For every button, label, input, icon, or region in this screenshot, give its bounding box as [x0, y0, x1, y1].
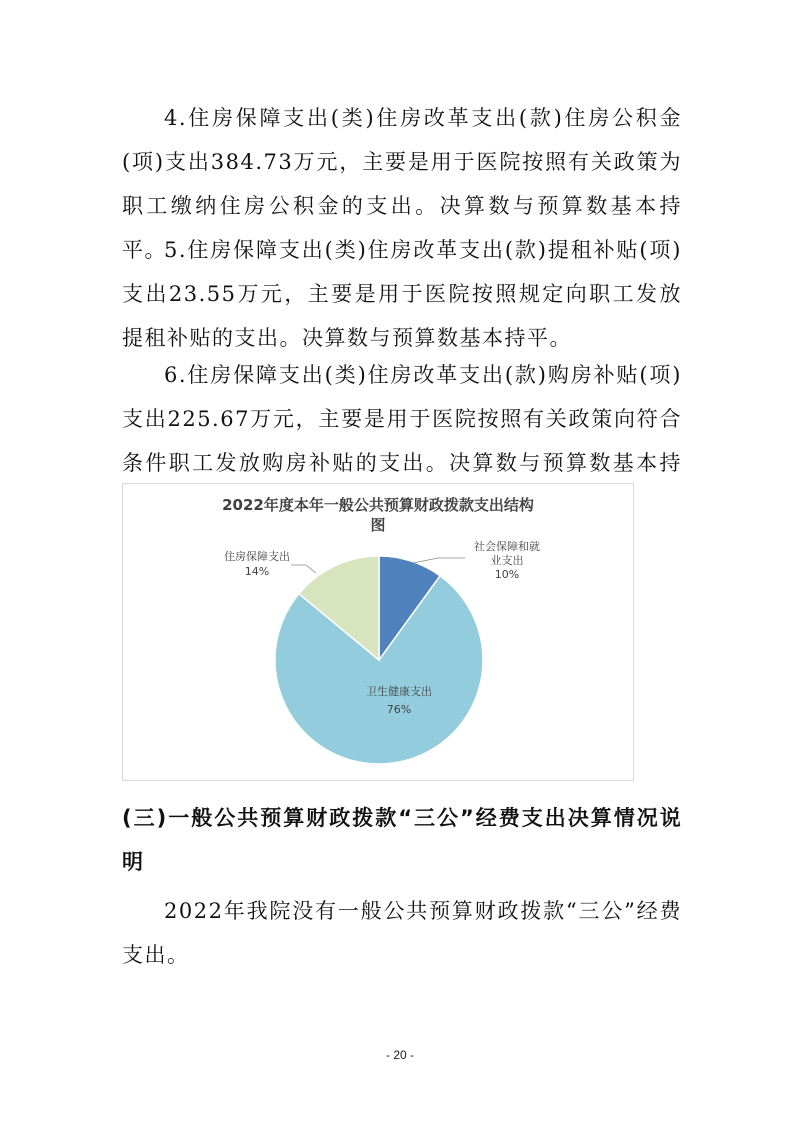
slice-pct-social-security: 10% — [494, 568, 520, 581]
paragraph-rent-subsidy — [122, 228, 682, 360]
pie-chart — [123, 484, 633, 780]
pie-slices — [275, 556, 483, 764]
slice-pct-health: 76% — [386, 703, 412, 716]
page-number: - 20 - — [385, 1048, 414, 1062]
leader-line-housing — [291, 565, 316, 573]
paragraph-text: 4.住房保障支出(类)住房改革支出(款)住房公积金(项)支出384.73万元，主要是用于医院按照有关政策为职工缴纳住房公积金的支出。决算数与预算数基本持平。 — [122, 106, 682, 262]
slice-pct-housing: 14% — [244, 565, 270, 578]
pie-chart-panel — [122, 483, 634, 781]
leader-line-social-security — [413, 558, 465, 563]
section-heading: (三)一般公共预算财政拨款“三公”经费支出决算情况说明 — [122, 806, 683, 874]
slice-label-social-security-line2: 业支出 — [490, 554, 524, 567]
paragraph-text: 6.住房保障支出(类)住房改革支出(款)购房补贴(项)支出225.67万元，主要是用于医院按照有关政策向符合条件职工发放购房补贴的支出。决算数与预算数基本持 — [122, 363, 682, 475]
section-body-text: 2022年我院没有一般公共预算财政拨款“三公”经费支出。 — [122, 899, 682, 967]
slice-label-housing: 住房保障支出 — [224, 550, 290, 563]
section-body — [122, 889, 682, 977]
paragraph-text: 5.住房保障支出(类)住房改革支出(款)提租补贴(项)支出23.55万元，主要是用于医院按照规定向职工发放提租补贴的支出。决算数与预算数基本持平。 — [122, 238, 682, 350]
chart-title-line1: 2022年度本年一般公共预算财政拨款支出结构 — [222, 496, 534, 514]
slice-label-social-security-line1: 社会保障和就 — [474, 540, 540, 553]
slice-label-health: 卫生健康支出 — [366, 685, 432, 698]
chart-title-line2: 图 — [370, 516, 386, 534]
